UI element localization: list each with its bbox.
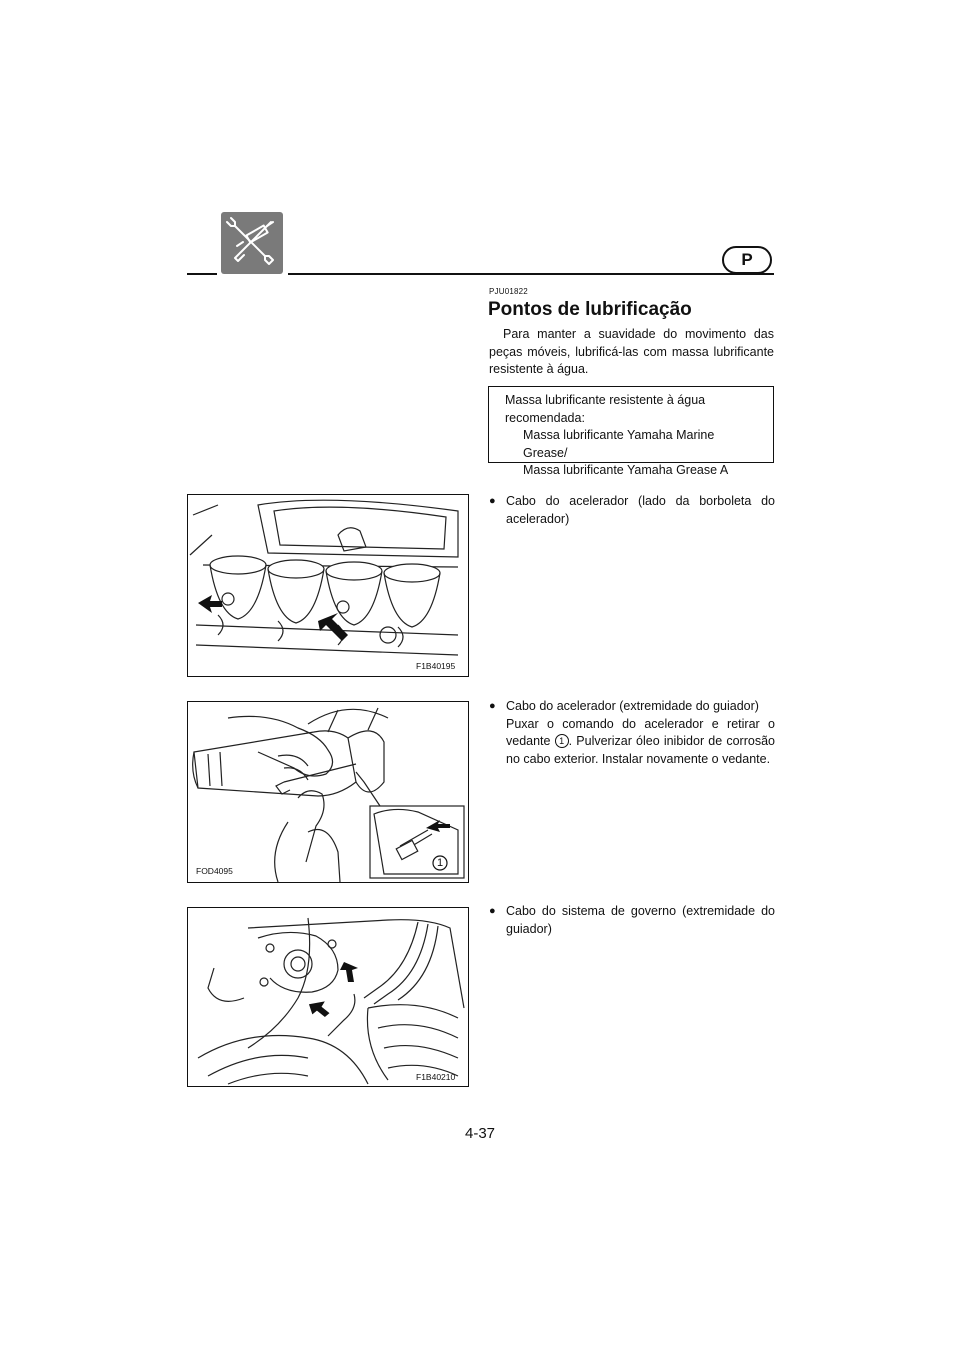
header-rule-right	[288, 273, 774, 275]
callout-number: 1	[555, 734, 569, 748]
figure-throttle-bodies	[187, 494, 469, 677]
recommended-grease-box	[488, 386, 774, 477]
list-item-text: Cabo do acelerador (extremidade do guiador)	[506, 699, 759, 713]
list-item	[489, 493, 775, 528]
figure-handlebar-grip	[187, 701, 469, 883]
list-item-detail: Puxar o comando do acelerador e retirar o vedante 1 . Pulverizar óleo inibidor de corrosão no cabo exterior. Instalar novamente o vedante.	[506, 716, 775, 766]
language-badge: P	[722, 246, 772, 274]
spec-item-2: Massa lubrificante Yamaha Grease A	[523, 463, 729, 477]
spec-heading-line2: recomendada:	[505, 410, 585, 425]
list-item-text: Cabo do acelerador (lado da borboleta do acelerador)	[506, 494, 775, 526]
page-number: 4-37	[464, 1125, 496, 1142]
list-item	[489, 903, 775, 938]
intro-paragraph: Para manter a suavidade do movimento das peças móveis, lubrificá-las com massa lubrificante resistente à água.	[489, 327, 774, 376]
bullet-icon: ●	[489, 700, 496, 712]
bullet-icon: ●	[489, 905, 496, 917]
spec-heading-line1: Massa lubrificante resistente à água	[505, 393, 706, 407]
bullet-icon: ●	[489, 495, 496, 507]
header-rule-left	[187, 273, 217, 275]
list-item-text: Cabo do sistema de governo (extremidade do guiador)	[506, 904, 775, 936]
figure-code: FOD4095	[196, 866, 233, 876]
section-title: Pontos de lubrificação	[488, 299, 692, 320]
lubrication-tools-icon	[221, 212, 283, 274]
figure-steering-cable	[187, 907, 469, 1087]
figure-callout: 1	[437, 857, 444, 869]
figure-code: F1B40195	[416, 661, 456, 671]
document-code: PJU01822	[489, 287, 528, 296]
spec-item-1: Massa lubrificante Yamaha Marine Grease/	[523, 428, 715, 460]
figure-code: F1B40210	[416, 1072, 456, 1082]
list-item	[489, 698, 775, 768]
